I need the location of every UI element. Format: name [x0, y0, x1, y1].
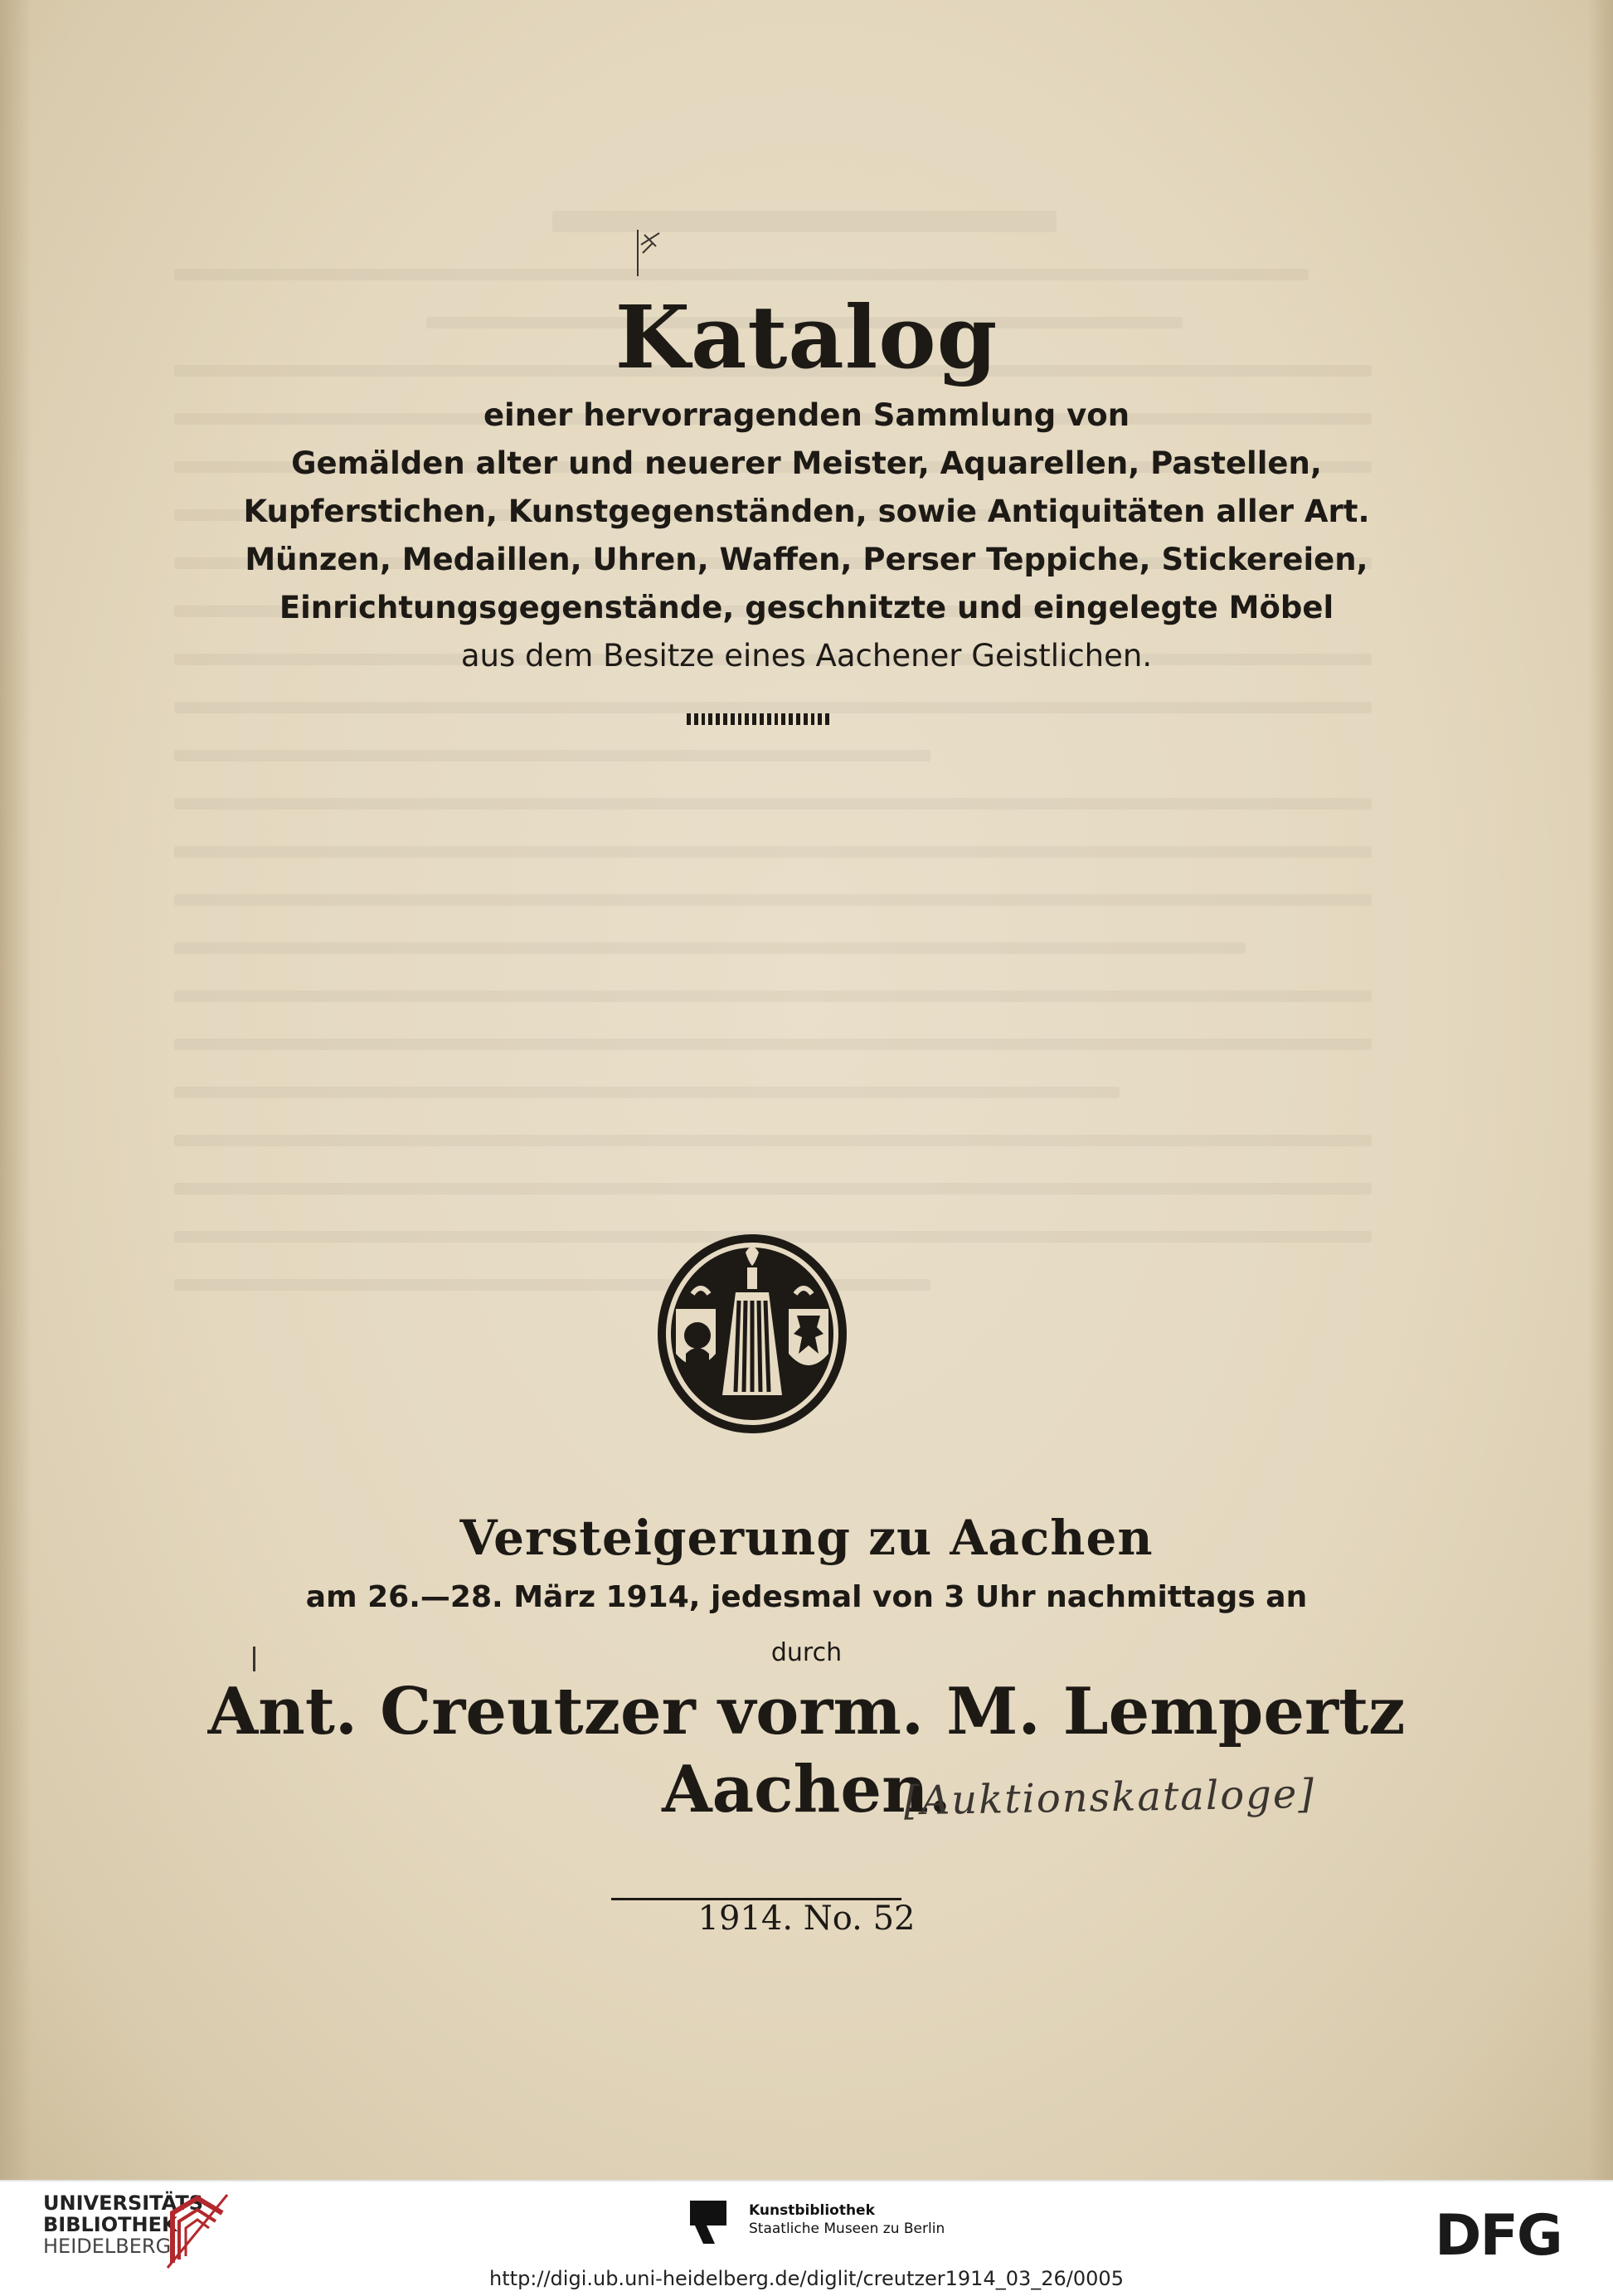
publisher-emblem-icon	[653, 1229, 852, 1438]
subtitle-line: Einrichtungsgegenstände, geschnitzte und eingelegte Möbel	[279, 590, 1334, 625]
library-name-line: BIBLIOTHEK	[43, 2213, 177, 2236]
kunstbibliothek-logo-icon[interactable]	[690, 2201, 726, 2244]
partner-name: Kunstbibliothek	[749, 2202, 875, 2219]
viewer-footer	[0, 2180, 1613, 2296]
partner-subtitle: Staatliche Museen zu Berlin	[749, 2221, 945, 2237]
auction-heading: Versteigerung zu Aachen	[459, 1510, 1154, 1566]
partner-institution[interactable]	[749, 2201, 945, 2238]
library-logo-icon[interactable]	[164, 2188, 231, 2271]
auction-house-city: Aachen.	[662, 1752, 951, 1827]
by-label: durch	[770, 1638, 843, 1667]
handwritten-note: [Auktionskataloge]	[903, 1770, 1316, 1825]
pencil-mark-icon	[634, 228, 668, 278]
catalog-number: 1914. No. 52	[697, 1900, 916, 1938]
permalink-url[interactable]: http://digi.ub.uni-heidelberg.de/diglit/creutzer1914_03_26/0005	[489, 2267, 1124, 2290]
subtitle-line: Gemälden alter und neuerer Meister, Aquarellen, Pastellen,	[291, 445, 1322, 481]
dfg-logo[interactable]: DFG	[1435, 2203, 1562, 2269]
subtitle-line: Kupferstichen, Kunstgegenständen, sowie Antiquitäten aller Art.	[243, 494, 1370, 529]
auction-house-name: Ant. Creutzer vorm. M. Lempertz	[207, 1674, 1406, 1749]
library-name-line: UNIVERSITÄTS-	[43, 2191, 212, 2215]
subtitle-line: Münzen, Medaillen, Uhren, Waffen, Perser Teppiche, Stickereien,	[245, 542, 1368, 577]
subtitle-line: aus dem Besitze eines Aachener Geistlichen.	[460, 638, 1153, 674]
library-name-line: HEIDELBERG	[43, 2235, 172, 2258]
footer-divider	[0, 2180, 1613, 2182]
subtitle-line: einer hervorragenden Sammlung von	[483, 397, 1130, 433]
catalog-title: Katalog	[615, 286, 998, 388]
ornament-divider	[687, 713, 829, 725]
auction-dates: am 26.—28. März 1914, jedesmal von 3 Uhr nachmittags an	[305, 1580, 1308, 1614]
catalog-subtitle	[0, 392, 1613, 680]
